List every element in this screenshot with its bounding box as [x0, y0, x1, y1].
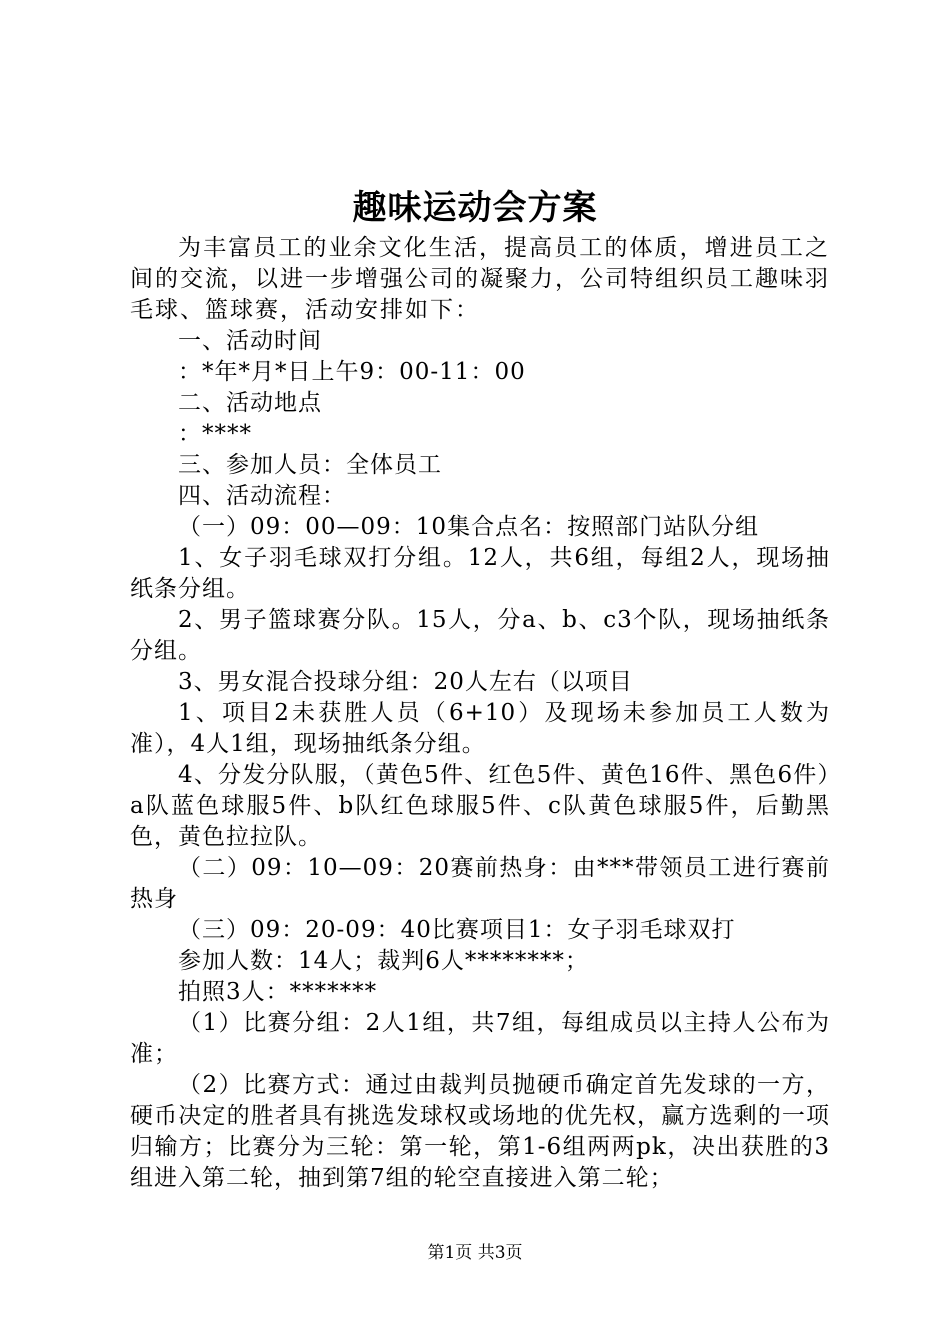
section-heading-participants: 三、参加人员：全体员工	[178, 452, 442, 478]
document-body	[130, 233, 830, 1194]
match-grouping: （1）比赛分组：2人1组，共7组，每组成员以主持人公布为准；	[130, 1010, 830, 1067]
section-heading-time: 一、活动时间	[178, 328, 322, 354]
section-heading-process: 四、活动流程：	[178, 483, 346, 509]
section-heading-location: 二、活动地点	[178, 390, 322, 416]
process-step-3: （三）09：20-09：40比赛项目1：女子羽毛球双打	[178, 917, 736, 943]
time-value: ：*年*月*日上午9：00-11：00	[178, 359, 526, 385]
location-value: ：****	[178, 421, 252, 447]
process-step-1: （一）09：00—09：10集合点名：按照部门站队分组	[178, 514, 760, 540]
grouping-item-project: 1、项目2未获胜人员（6+10）及现场未参加员工人数为准），4人1组，现场抽纸条分组。	[130, 700, 830, 757]
process-step-2: （二）09：10—09：20赛前热身：由***带领员工进行赛前热身	[130, 855, 830, 912]
document-title: 趣味运动会方案	[352, 188, 598, 228]
grouping-item-throwing: 3、男女混合投球分组：20人左右（以项目	[178, 669, 633, 695]
match-method: （2）比赛方式：通过由裁判员抛硬币确定首先发球的一方，硬币决定的胜者具有挑选发球权或场地的优先权，赢方选剩的一项归输方；比赛分为三轮：第一轮，第1-6组两两pk，决出获胜的3组进入第二轮，抽到第7组的轮空直接进入第二轮；	[130, 1072, 830, 1191]
grouping-item-basketball: 2、男子篮球赛分队。15人，分a、b、c3个队，现场抽纸条分组。	[130, 607, 830, 664]
grouping-item-badminton: 1、女子羽毛球双打分组。12人，共6组，每组2人，现场抽纸条分组。	[130, 545, 830, 602]
grouping-item-uniforms: 4、分发分队服，（黄色5件、红色5件、黄色16件、黑色6件）a队蓝色球服5件、b队红色球服5件、c队黄色球服5件，后勤黑色，黄色拉拉队。	[130, 762, 830, 850]
photographer-count: 拍照3人：*******	[178, 979, 378, 1005]
intro-paragraph: 为丰富员工的业余文化生活，提高员工的体质，增进员工之间的交流，以进一步增强公司的凝聚力，公司特组织员工趣味羽毛球、篮球赛，活动安排如下：	[130, 235, 830, 323]
participant-count: 参加人数：14人；裁判6人********；	[178, 948, 589, 974]
page-footer: 第1页 共3页	[427, 1243, 523, 1263]
